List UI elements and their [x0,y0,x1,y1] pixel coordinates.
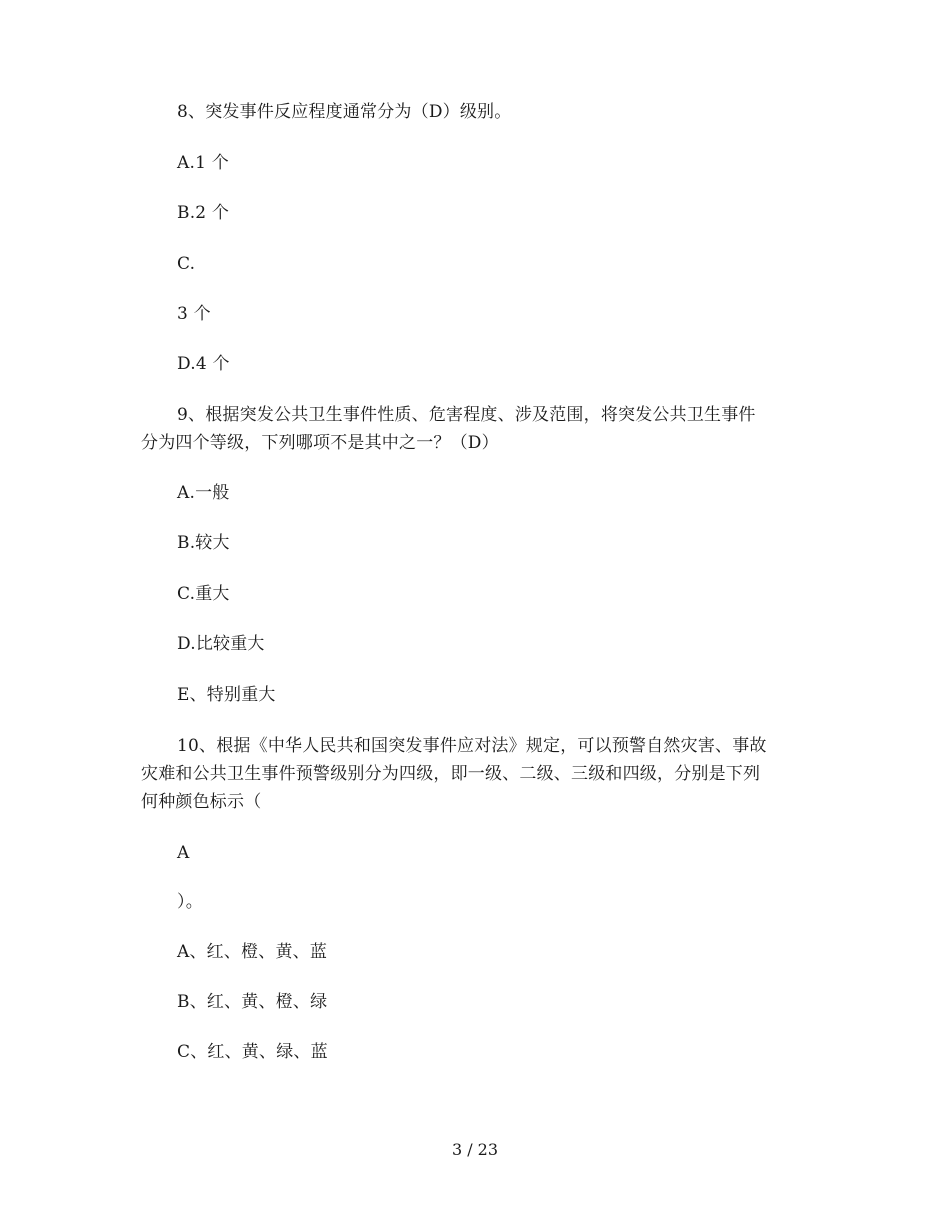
question-8-option-a: A.1 个 [177,153,229,173]
question-9-option-b: B.较大 [177,533,230,553]
question-8-option-b: B.2 个 [177,203,230,223]
question-9-option-d: D.比较重大 [177,634,265,654]
question-8-stem: 8、突发事件反应程度通常分为（D）级别。 [177,102,512,122]
question-8-option-c: C. [177,254,196,274]
question-8-option-d: D.4 个 [177,354,230,374]
question-10-stem-line-2: 灾难和公共卫生事件预警级别分为四级，即一级、二级、三级和四级，分别是下列 [141,764,761,784]
question-8-option-c-value: 3 个 [177,304,211,324]
question-10-option-c: C、红、黄、绿、蓝 [177,1042,328,1062]
question-9-option-c: C.重大 [177,584,230,604]
question-10-stem-line-1: 10、根据《中华人民共和国突发事件应对法》规定，可以预警自然灾害、事故 [177,736,767,756]
question-9-option-e: E、特别重大 [177,685,276,705]
question-9-stem-line-2: 分为四个等级，下列哪项不是其中之一？（D） [141,433,499,453]
question-10-stem-line-3: 何种颜色标示（ [141,792,262,812]
question-10-option-b: B、红、黄、橙、绿 [177,992,328,1012]
question-10-stem-end: ）。 [177,892,203,912]
question-9-option-a: A.一般 [177,483,230,503]
page-number: 3 / 23 [451,1140,499,1159]
question-10-answer: A [177,843,190,863]
question-10-option-a: A、红、橙、黄、蓝 [177,942,328,962]
question-9-stem-line-1: 9、根据突发公共卫生事件性质、危害程度、涉及范围，将突发公共卫生事件 [177,405,756,425]
